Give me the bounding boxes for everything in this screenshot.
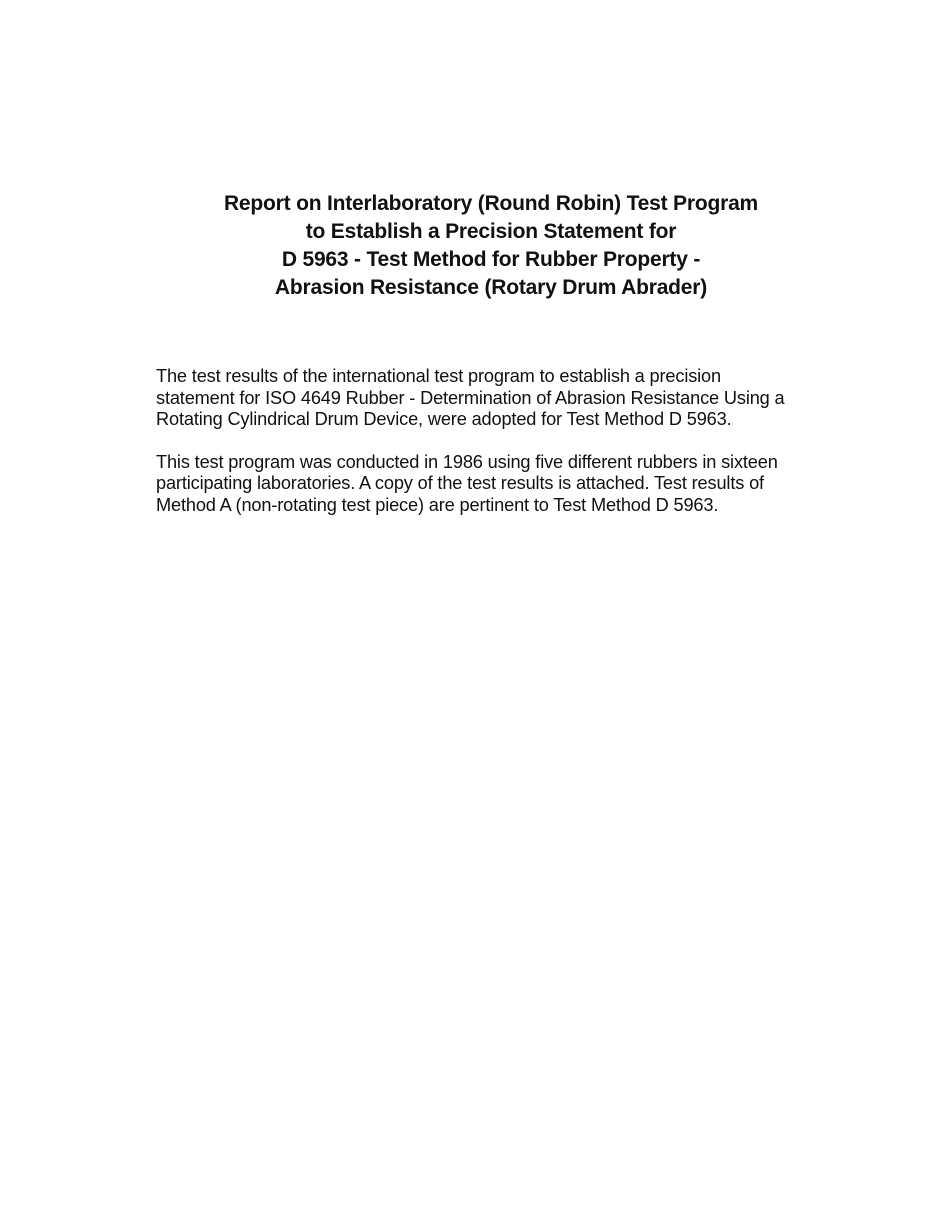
paragraph-line: Method A (non-rotating test piece) are pertinent to Test Method D 5963. [156, 494, 719, 515]
title-line: to Establish a Precision Statement for [305, 220, 677, 243]
report-body [156, 366, 856, 537]
paragraph-program-details [156, 452, 856, 517]
paragraph-adoption [156, 366, 856, 431]
title-line: Abrasion Resistance (Rotary Drum Abrader) [274, 276, 708, 299]
paragraph-line: Rotating Cylindrical Drum Device, were adopted for Test Method D 5963. [156, 409, 732, 429]
report-title [0, 190, 950, 302]
paragraph-line: The test results of the international test program to establish a precision [156, 366, 721, 386]
paragraph-line: statement for ISO 4649 Rubber - Determination of Abrasion Resistance Using a [156, 387, 785, 408]
paragraph-line: participating laboratories. A copy of the test results is attached. Test results of [156, 473, 764, 493]
paragraph-line: This test program was conducted in 1986 using five different rubbers in sixteen [156, 451, 778, 472]
title-line: Report on Interlaboratory (Round Robin) Test Program [223, 192, 759, 215]
title-line: D 5963 - Test Method for Rubber Property - [281, 248, 701, 271]
